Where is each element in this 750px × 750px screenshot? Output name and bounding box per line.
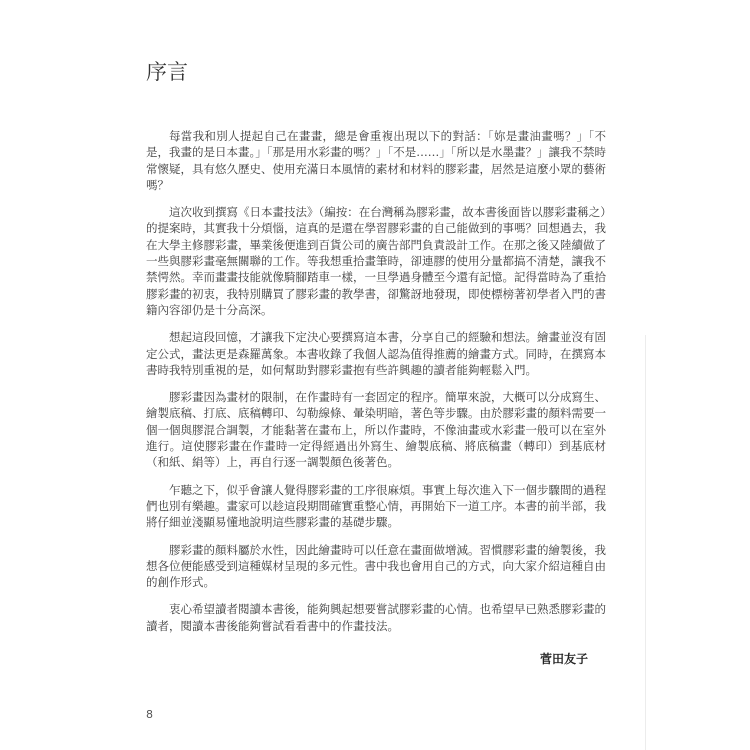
preface-body: [146, 128, 606, 645]
paragraph-3: 想起這段回憶，才讓我下定決心要撰寫這本書，分享自己的經驗和想法。繪畫並沒有固定公式，畫法更是森羅萬象。本書收錄了我個人認為值得推薦的繪畫方式。同時，在撰寫本書時我特別重視的是，如何幫助對膠彩畫抱有些許興趣的讀者能夠輕鬆入門。: [146, 330, 606, 377]
page-number: 8: [146, 708, 153, 721]
paragraph-4: 膠彩畫因為畫材的限制，在作畫時有一套固定的程序。簡單來說，大概可以分成寫生、繪製底稿、打底、底稿轉印、勾勒線條、暈染明暗，著色等步驟。由於膠彩畫的顏料需要一個一個與膠混合調製，才能黏著在畫布上，所以作畫時，不像油畫或水彩畫一般可以在室外進行。這使膠彩畫在作畫時一定得經過出外寫生、繪製底稿、將底稿畫（轉印）到基底材（和紙、絹等）上，再自行逐一調製顏色後著色。: [146, 390, 606, 470]
paragraph-5: 乍聽之下，似乎會讓人覺得膠彩畫的工序很麻煩。事實上每次進入下一個步驟間的過程們也別有樂趣。畫家可以趁這段期間確實重整心情，再開始下一道工序。本書的前半部，我將仔細並淺顯易懂地說明這些膠彩畫的基礎步驟。: [146, 482, 606, 530]
paragraph-1: 每當我和別人提起自己在畫畫，總是會重複出現以下的對話：「妳是畫油畫嗎？」「不是，我畫的是日本畫。」「那是用水彩畫的嗎？」「不是……」「所以是水墨畫？」讓我不禁時常懷疑，具有悠久歷史、使用充滿日本風情的素材和材料的膠彩畫，居然是這麼小眾的藝術嗎？: [146, 129, 606, 192]
page-edge-divider: [645, 335, 646, 750]
author-signature: 菅田友子: [540, 652, 589, 666]
paragraph-7: 衷心希望讀者閱讀本書後，能夠興起想要嘗試膠彩畫的心情。也希望早已熟悉膠彩畫的讀者，閱讀本書後能夠嘗試看看書中的作畫技法。: [146, 602, 606, 633]
page-title: 序言: [146, 60, 188, 84]
paragraph-6: 膠彩畫的顏料屬於水性，因此繪畫時可以任意在畫面做增減。習慣膠彩畫的繪製後，我想各位便能感受到這種媒材呈現的多元性。書中我也會用自己的方式，向大家介紹這種自由的創作形式。: [146, 542, 606, 590]
paragraph-2: 這次收到撰寫《日本畫技法》（編按：在台灣稱為膠彩畫，故本書後面皆以膠彩畫稱之）的提案時，其實我十分煩惱，這真的是還在學習膠彩畫的自己能做到的事嗎？回想過去，我在大學主修膠彩畫，畢業後便進到百貨公司的廣告部門負責設計工作。在那之後又陸續做了一些與膠彩畫毫無關聯的工作。等我想重拾畫筆時，卻連膠的使用分量都搞不清楚，讓我不禁愕然。幸而畫畫技能就像騎腳踏車一樣，一旦學過身體至今還有記憶。記得當時為了重拾膠彩畫的初衷，我特別購買了膠彩畫的教學書，卻驚訝地發現，即使標榜著初學者入門的書籍內容卻仍是十分高深。: [146, 205, 606, 317]
